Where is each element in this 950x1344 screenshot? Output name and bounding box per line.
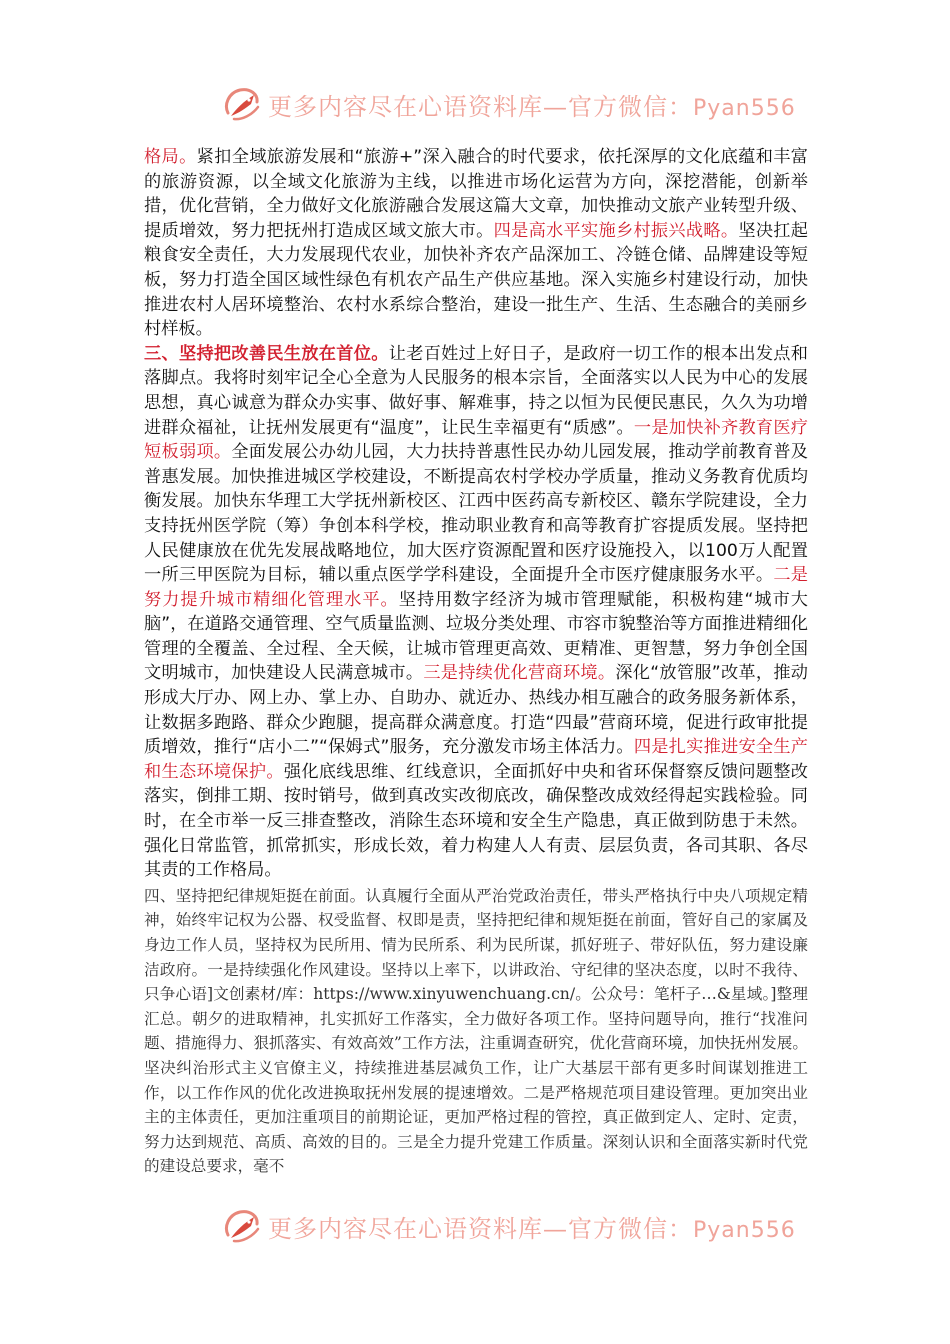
section2-tail-red-lead: 格局。	[144, 147, 197, 167]
city-management-text: 坚持用数字经济为城市管理赋能，积极构建“城市大脑”，在道路交通管理、空气质量监测、垃圾分类处理、市容市貌整治等方面推进精细化管理的全覆盖、全过程、全天候，让城市管理更高效、更精准、更智慧，努力争创全国文明城市，加快建设人民满意城市。	[144, 589, 808, 684]
watermark-text: 更多内容尽在心语资料库—官方微信：	[268, 92, 693, 121]
rural-revitalization-heading: 四是高水平实施乡村振兴战略。	[493, 220, 739, 241]
section3-and-prior-paragraphs	[144, 145, 808, 883]
watermark-wechat-id: Pyan556	[693, 95, 796, 121]
education-medical-heading: 一是加快补齐教育医疗短板弱项。	[144, 417, 808, 463]
watermark-text: 更多内容尽在心语资料库—官方微信：	[268, 1214, 693, 1243]
city-management-heading: 二是努力提升城市精细化管理水平。	[144, 565, 808, 610]
business-environment-heading: 三是持续优化营商环境。	[423, 663, 616, 684]
section3-intro: 让老百姓过上好日子，是政府一切工作的根本出发点和落脚点。我将时刻牢记全心全意为人民服务的根本宗旨，全面落实以人民为中心的发展思想，真心诚意为群众办实事、做好事、解难事，持之以恒为民便民惠民，久久为功增进群众福祉，让抚州发展更有“温度”，让民生幸福更有“质感”。	[144, 343, 808, 438]
rural-revitalization-text: 坚决扛起粮食安全责任，大力发展现代农业，加快补齐农产品深加工、冷链仓储、品牌建设等短板，努力打造全国区域性绿色有机农产品生产供应基地。深入实施乡村建设行动，加快推进农村人居环境整治、农村水系综合整治，建设一批生产、生活、生态融合的美丽乡村样板。	[144, 220, 808, 340]
top-watermark-banner	[222, 84, 796, 124]
document-body	[144, 145, 808, 1179]
watermark-wechat-id: Pyan556	[693, 1217, 796, 1243]
section2-tail-text: 紧扣全域旅游发展和“旅游+”深入融合的时代要求，依托深厚的文化底蕴和丰富的旅游资源，以全域文化旅游为主线，以推进市场化运营为方向，深挖潜能，创新举措，优化营销，全力做好文化旅游融合发展这篇大文章，加快推动文旅产业转型升级、提质增效，努力把抚州打造成区域文旅大市。	[144, 147, 808, 241]
bottom-watermark-banner	[222, 1206, 796, 1246]
pen-logo-icon	[222, 1207, 262, 1245]
business-environment-text: 深化“放管服”改革，推动形成大厅办、网上办、掌上办、自助办、就近办、热线办相互融合的政务服务新体系，让数据多跑路、群众少跑腿，提高群众满意度。打造“四最”营商环境，促进行政审批提质增效，推行“店小二”“保姆式”服务，充分激发市场主体活力。	[144, 663, 808, 758]
safety-ecology-heading: 四是扎实推进安全生产和生态环境保护。	[144, 737, 808, 782]
section4-paragraph: 四、坚持把纪律规矩挺在前面。认真履行全面从严治党政治责任，带头严格执行中央八项规定精神，始终牢记权为公器、权受监督、权即是责，坚持把纪律和规矩挺在前面，管好自己的家属及身边工作人员，坚持权为民所用、情为民所系、利为民所谋，抓好班子、带好队伍，努力建设廉洁政府。一是持续强化作风建设。坚持以上率下，以讲政治、守纪律的坚决态度，以时不我待、只争心语]文创素材/库：https://www.xinyuwenchuang.cn/。公众号：笔杆子…&星域。]整理汇总。朝夕的进取精神，扎实抓好工作落实，全力做好各项工作。坚持问题导向，推行“找准问题、措施得力、狠抓落实、有效高效”工作方法，注重调查研究，优化营商环境，加快抚州发展。坚决纠治形式主义官僚主义，持续推进基层减负工作，让广大基层干部有更多时间谋划推进工作，以工作作风的优化改进换取抚州发展的提速增效。二是严格规范项目建设管理。更加突出业主的主体责任，更加注重项目的前期论证，更加严格过程的管控，真正做到定人、定时、定责，努力达到规范、高质、高效的目的。三是全力提升党建工作质量。深刻认识和全面落实新时代党的建设总要求，毫不	[144, 886, 808, 1176]
section3-heading: 三、坚持把改善民生放在首位。	[144, 343, 389, 364]
safety-ecology-text: 强化底线思维、红线意识，全面抓好中央和省环保督察反馈问题整改落实，倒排工期、按时销号，做到真改实改彻底改，确保整改成效经得起实践检验。同时，在全市举一反三排查整改，消除生态环境和安全生产隐患，真正做到防患于未然。强化日常监管，抓常抓实，形成长效，着力构建人人有责、层层负责，各司其职、各尽其责的工作格局。	[144, 761, 808, 881]
education-medical-text: 全面发展公办幼儿园，大力扶持普惠性民办幼儿园发展，推动学前教育普及普惠发展。加快推进城区学校建设，不断提高农村学校办学质量，推动义务教育优质均衡发展。加快东华理工大学抚州新校区、江西中医药高专新校区、赣东学院建设，全力支持抚州医学院（筹）争创本科学校，推动职业教育和高等教育扩容提质发展。坚持把人民健康放在优先发展战略地位，加大医疗资源配置和医疗设施投入，以100万人配置一所三甲医院为目标，辅以重点医学学科建设，全面提升全市医疗健康服务水平。	[144, 442, 808, 586]
pen-logo-icon	[222, 85, 262, 123]
